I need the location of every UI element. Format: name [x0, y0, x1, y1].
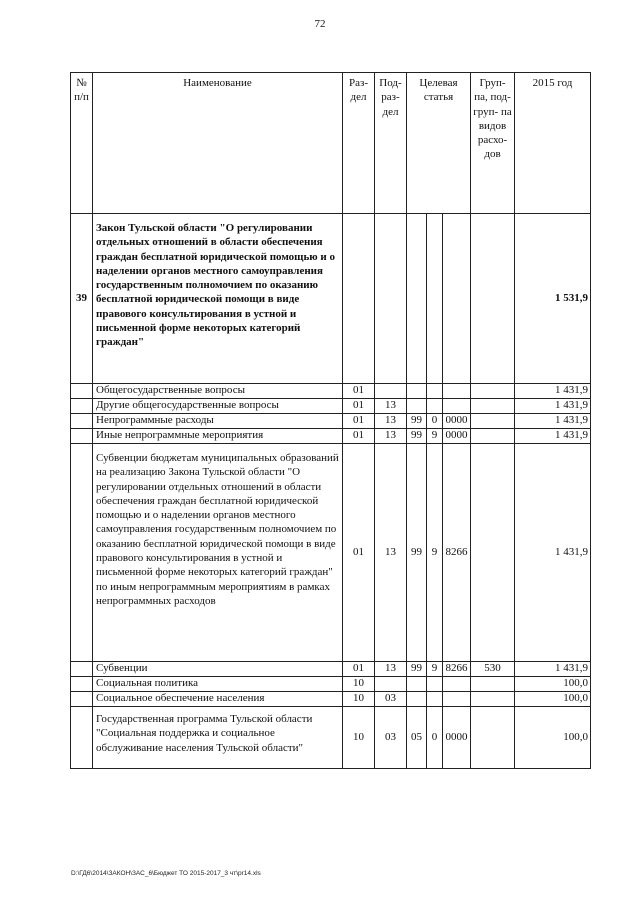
row-num	[71, 662, 93, 677]
row-target-direction: 0000	[443, 707, 471, 769]
table-row	[71, 662, 591, 677]
section-name: Закон Тульской области "О регулировании отдельных отношений в области обеспечения граждан бесплатной юридической помощью и о наделении органов местного самоуправления государственным полномочием по оказанию бесплатной юридической помощи в виде правового консультирования в устной и письменной форме некоторых категорий граждан"	[93, 214, 343, 384]
row-target-program	[407, 384, 427, 399]
row-num	[71, 707, 93, 769]
section-num: 39	[71, 214, 93, 384]
row-target-direction	[443, 384, 471, 399]
row-razdel: 10	[343, 692, 375, 707]
row-podrazdel: 13	[375, 414, 407, 429]
row-target-program	[407, 677, 427, 692]
row-group	[471, 707, 515, 769]
row-podrazdel: 13	[375, 399, 407, 414]
row-name: Социальная политика	[93, 677, 343, 692]
table-row	[71, 707, 591, 769]
header-year: 2015 год	[515, 73, 591, 214]
row-target-direction: 0000	[443, 414, 471, 429]
row-sum: 100,0	[515, 692, 591, 707]
row-podrazdel: 13	[375, 429, 407, 444]
row-razdel: 01	[343, 444, 375, 662]
row-podrazdel: 03	[375, 692, 407, 707]
row-target-direction: 8266	[443, 662, 471, 677]
row-name: Другие общегосударственные вопросы	[93, 399, 343, 414]
row-target-direction	[443, 692, 471, 707]
row-target-subprogram	[427, 677, 443, 692]
row-group	[471, 384, 515, 399]
row-target-subprogram	[427, 399, 443, 414]
page-number: 72	[314, 18, 326, 30]
row-num	[71, 429, 93, 444]
row-razdel: 01	[343, 384, 375, 399]
row-sum: 1 431,9	[515, 662, 591, 677]
row-num	[71, 384, 93, 399]
row-target-direction: 8266	[443, 444, 471, 662]
row-target-subprogram: 9	[427, 662, 443, 677]
row-sum: 100,0	[515, 677, 591, 692]
row-name: Субвенции	[93, 662, 343, 677]
row-razdel: 01	[343, 399, 375, 414]
row-name: Субвенции бюджетам муниципальных образований на реализацию Закона Тульской области "О регулировании отдельных отношений в области обеспечения граждан бесплатной юридической помощью и о наделении органов местного самоуправления государственным полномочием по оказанию бесплатной юридической помощи в виде правового консультирования в устной и письменной форме некоторых категорий граждан" по иным непрограммным мероприятиям в рамках непрограммных расходов	[93, 444, 343, 662]
row-sum: 1 431,9	[515, 414, 591, 429]
row-group	[471, 429, 515, 444]
table-row	[71, 444, 591, 662]
row-podrazdel: 13	[375, 444, 407, 662]
row-name: Иные непрограммные мероприятия	[93, 429, 343, 444]
row-target-program: 99	[407, 444, 427, 662]
header-podrazdel: Под- раз- дел	[375, 73, 407, 214]
table-row	[71, 399, 591, 414]
row-sum: 1 431,9	[515, 444, 591, 662]
row-podrazdel	[375, 384, 407, 399]
budget-table	[70, 72, 591, 769]
header-razdel: Раз- дел	[343, 73, 375, 214]
row-target-program: 99	[407, 414, 427, 429]
row-group: 530	[471, 662, 515, 677]
section-row	[71, 214, 591, 384]
header-num: № п/п	[71, 73, 93, 214]
row-target-direction	[443, 399, 471, 414]
row-target-program: 99	[407, 429, 427, 444]
row-podrazdel: 03	[375, 707, 407, 769]
row-num	[71, 444, 93, 662]
row-num	[71, 399, 93, 414]
row-target-subprogram: 0	[427, 707, 443, 769]
table-row	[71, 692, 591, 707]
row-target-subprogram: 9	[427, 444, 443, 662]
row-group	[471, 399, 515, 414]
header-group: Груп- па, под- груп- па видов расхо- дов	[471, 73, 515, 214]
row-razdel: 01	[343, 662, 375, 677]
table-row	[71, 429, 591, 444]
table-header-row	[71, 73, 591, 214]
row-target-program	[407, 399, 427, 414]
table-row	[71, 414, 591, 429]
row-razdel: 10	[343, 677, 375, 692]
row-target-program	[407, 692, 427, 707]
row-group	[471, 677, 515, 692]
row-target-direction: 0000	[443, 429, 471, 444]
row-target-subprogram	[427, 692, 443, 707]
row-num	[71, 414, 93, 429]
row-name: Непрограммные расходы	[93, 414, 343, 429]
row-target-subprogram	[427, 384, 443, 399]
row-razdel: 01	[343, 414, 375, 429]
row-razdel: 10	[343, 707, 375, 769]
row-target-program: 99	[407, 662, 427, 677]
row-podrazdel	[375, 677, 407, 692]
row-razdel: 01	[343, 429, 375, 444]
file-path-footer: D:\ГД6\2014\ЗАКОН\ЗАС_6\Бюджет ТО 2015-2017_3 чт\pr14.xls	[71, 870, 261, 877]
row-target-program: 05	[407, 707, 427, 769]
row-target-subprogram: 9	[427, 429, 443, 444]
row-sum: 100,0	[515, 707, 591, 769]
header-name: Наименование	[93, 73, 343, 214]
header-target: Целевая статья	[407, 73, 471, 214]
row-sum: 1 431,9	[515, 384, 591, 399]
row-sum: 1 431,9	[515, 399, 591, 414]
row-name: Общегосударственные вопросы	[93, 384, 343, 399]
section-sum: 1 531,9	[515, 214, 591, 384]
row-target-subprogram: 0	[427, 414, 443, 429]
row-name: Социальное обеспечение населения	[93, 692, 343, 707]
row-num	[71, 692, 93, 707]
table-row	[71, 384, 591, 399]
row-group	[471, 444, 515, 662]
row-num	[71, 677, 93, 692]
row-target-direction	[443, 677, 471, 692]
row-podrazdel: 13	[375, 662, 407, 677]
row-group	[471, 414, 515, 429]
row-name: Государственная программа Тульской области "Социальная поддержка и социальное обслуживание населения Тульской области"	[93, 707, 343, 769]
table-row	[71, 677, 591, 692]
row-group	[471, 692, 515, 707]
row-sum: 1 431,9	[515, 429, 591, 444]
